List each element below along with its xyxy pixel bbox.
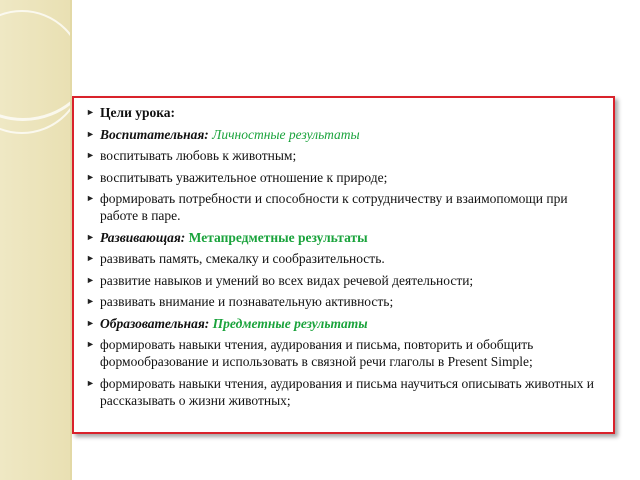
section-label: Образовательная: <box>100 315 210 331</box>
list-item-text: развивать внимание и познавательную активность; <box>100 294 394 309</box>
list-item <box>86 250 603 267</box>
bullet-icon: ► <box>86 193 95 203</box>
section-developmental <box>86 229 603 246</box>
decorative-side-band <box>0 0 70 480</box>
list-item <box>86 293 603 310</box>
list-item-text: воспитывать любовь к животным; <box>100 148 297 163</box>
list-item <box>86 375 603 409</box>
section-result: Личностные результаты <box>212 126 360 142</box>
bullet-icon: ► <box>86 107 95 117</box>
bullet-icon: ► <box>86 274 95 285</box>
bullet-icon: ► <box>86 296 95 306</box>
list-item-text: формировать навыки чтения, аудирования и письма научиться описывать животных и рассказывать о жизни животных; <box>100 375 594 408</box>
goals-heading-text: Цели урока: <box>100 105 176 120</box>
list-item <box>86 190 603 224</box>
list-item <box>86 272 603 289</box>
section-label: Воспитательная: <box>100 126 209 142</box>
bullet-icon: ► <box>86 171 95 182</box>
list-item-text: воспитывать уважительное отношение к природе; <box>100 169 388 185</box>
section-educational-subject <box>86 315 603 332</box>
section-result: Метапредметные результаты <box>188 229 368 245</box>
bullet-icon: ► <box>86 317 95 328</box>
bullet-icon: ► <box>86 231 95 242</box>
goals-list <box>86 104 603 409</box>
section-educational <box>86 126 603 143</box>
bullet-icon: ► <box>86 377 95 388</box>
lesson-goals-box <box>72 96 615 434</box>
list-item <box>86 169 603 186</box>
section-label: Развивающая: <box>100 229 186 245</box>
section-result: Предметные результаты <box>212 315 368 331</box>
goals-heading <box>86 104 603 121</box>
list-item <box>86 147 603 164</box>
list-item-text: развивать память, смекалку и сообразительность. <box>100 251 385 266</box>
list-item-text: формировать потребности и способности к сотрудничеству и взаимопомощи при работе в паре. <box>100 191 568 223</box>
bullet-icon: ► <box>86 253 95 263</box>
bullet-icon: ► <box>86 128 95 139</box>
list-item-text: формировать навыки чтения, аудирования и письма, повторить и обобщить формообразование и использовать в связной речи глаголы в Present Simple; <box>100 337 534 369</box>
list-item <box>86 336 603 370</box>
decorative-circle <box>0 10 70 134</box>
bullet-icon: ► <box>86 150 95 160</box>
bullet-icon: ► <box>86 339 95 349</box>
list-item-text: развитие навыков и умений во всех видах речевой деятельности; <box>100 272 474 288</box>
